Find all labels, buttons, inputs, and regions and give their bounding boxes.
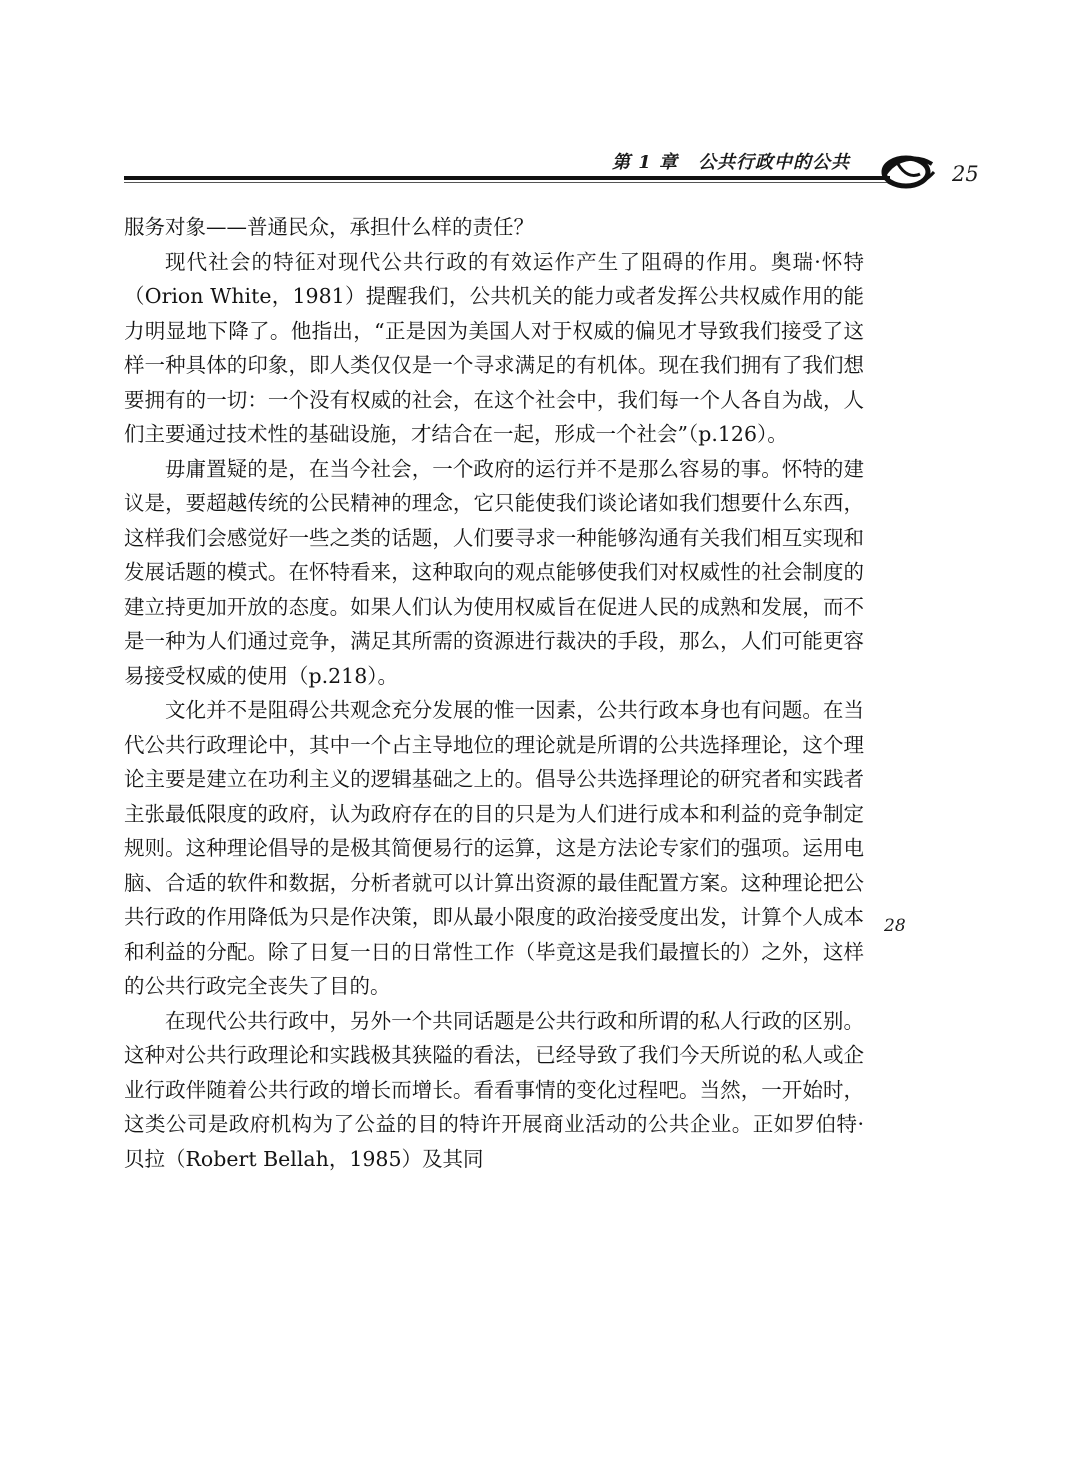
paragraph-orion-white: 现代社会的特征对现代公共行政的有效运作产生了阻碍的作用。奥瑞·怀特（Orion White，1981）提醒我们，公共机关的能力或者发挥公共权威作用的能力明显地下降了。他指出，“正是因为美国人对于权威的偏见才导致我们接受了这样一种具体的印象，即人类仅仅是一个寻求满足的有机体。现在我们拥有了我们想要拥有的一切：一个没有权威的社会，在这个社会中，我们每一个人各自为战，人们主要通过技术性的基础设施，才结合在一起，形成一个社会”（p.126）。 [124,249,864,446]
paragraph-private-administration: 在现代公共行政中，另外一个共同话题是公共行政和所谓的私人行政的区别。这种对公共行政理论和实践极其狭隘的看法，已经导致了我们今天所说的私人或企业行政伴随着公共行政的增长而增长。看看事情的变化过程吧。当然，一开始时，这类公司是政府机构为了公益的目的特许开展商业活动的公共企业。正如罗伯特·贝拉（Robert Bellah，1985）及其同 [124,1008,864,1171]
header-rule [124,176,890,180]
chapter-label: 第 1 章 [612,152,679,173]
paragraph-continued: 服务对象——普通民众，承担什么样的责任？ [124,215,534,239]
chapter-title: 公共行政中的公共 [698,152,851,173]
header-rule-thin [124,182,890,183]
page-number: 25 [952,162,979,186]
paragraph-public-choice: 文化并不是阻碍公共观念充分发展的惟一因素，公共行政本身也有问题。在当代公共行政理论中，其中一个占主导地位的理论就是所谓的公共选择理论，这个理论主要是建立在功利主义的逻辑基础之上的。倡导公共选择理论的研究者和实践者主张最低限度的政府，认为政府存在的目的只是为人们进行成本和利益的竞争制定规则。这种理论倡导的是极其简便易行的运算，这是方法论专家们的强项。运用电脑、合适的软件和数据，分析者就可以计算出资源的最佳配置方案。这种理论把公共行政的作用降低为只是作决策，即从最小限度的政治接受度出发，计算个人成本和利益的分配。除了日复一日的日常性工作（毕竟这是我们最擅长的）之外，这样的公共行政完全丧失了目的。 [124,698,864,998]
page-header [0,0,1080,200]
publisher-swirl-logo-icon [876,150,938,192]
original-page-number: 28 [884,916,906,936]
paragraph-governing-difficulty: 毋庸置疑的是，在当今社会，一个政府的运行并不是那么容易的事。怀特的建议是，要超越传统的公民精神的理念，它只能使我们谈论诸如我们想要什么东西，这样我们会感觉好一些之类的话题，人们要寻求一种能够沟通有关我们相互实现和发展话题的模式。在怀特看来，这种取向的观点能够使我们对权威性的社会制度的建立持更加开放的态度。如果人们认为使用权威旨在促进人民的成熟和发展，而不是一种为人们通过竞争，满足其所需的资源进行裁决的手段，那么，人们可能更容易接受权威的使用（p.218）。 [124,456,864,688]
running-head [612,148,850,174]
body-text [124,210,864,1176]
